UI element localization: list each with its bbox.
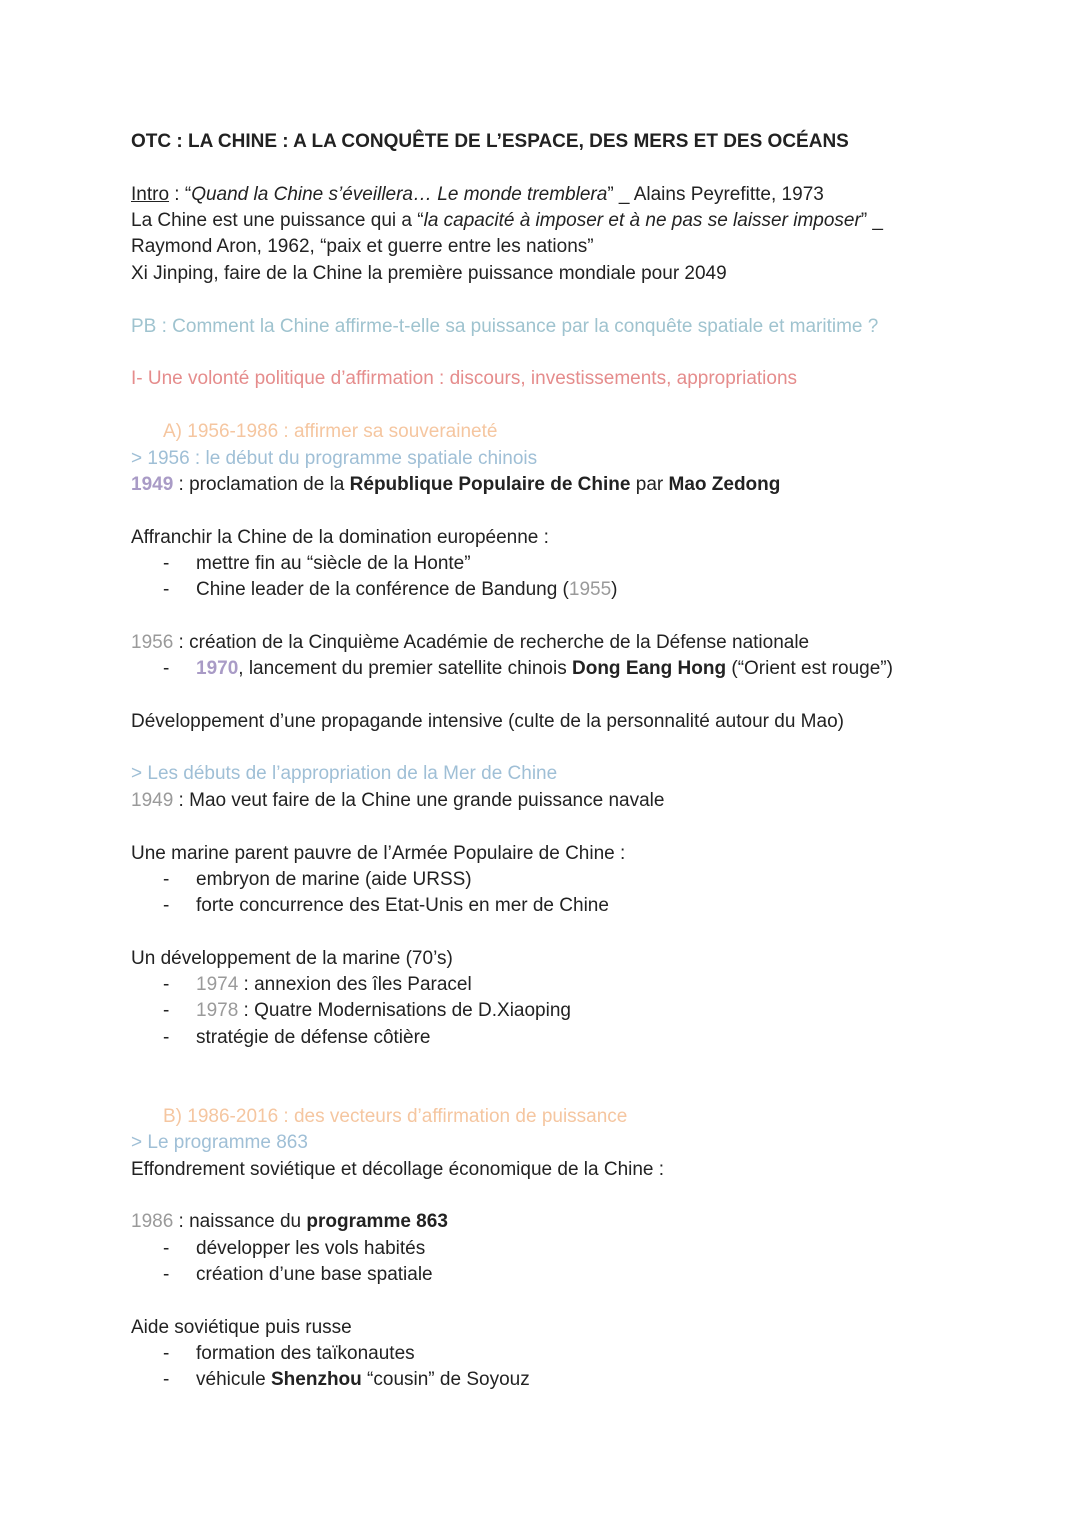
text-fragment: : Mao veut faire de la Chine une grande puissance navale bbox=[173, 790, 665, 811]
affranchir-heading: Affranchir la Chine de la domination européenne : bbox=[131, 527, 549, 548]
rpc-bold: République Populaire de Chine bbox=[349, 474, 631, 495]
year-1970: 1970 bbox=[196, 658, 239, 679]
text-fragment: “cousin” de Soyouz bbox=[361, 1369, 530, 1390]
intro-line-4: Xi Jinping, faire de la Chine la première puissance mondiale pour 2049 bbox=[131, 263, 727, 284]
intro-l2-a: La Chine est une puissance qui a “ bbox=[131, 210, 424, 231]
line-1986-programme bbox=[131, 1209, 448, 1235]
intro-line-3: Raymond Aron, 1962, “paix et guerre entre les nations” bbox=[131, 236, 594, 257]
line-1949-proclamation bbox=[131, 472, 780, 498]
subsection-a2-heading: > Les débuts de l’appropriation de la Mer de Chine bbox=[131, 763, 558, 784]
dash-bullet: - bbox=[163, 1264, 170, 1285]
text-fragment: : naissance du bbox=[173, 1211, 307, 1232]
dash-bullet: - bbox=[163, 1000, 170, 1021]
dash-bullet: - bbox=[163, 1343, 170, 1364]
section-b-heading: B) 1986-2016 : des vecteurs d’affirmation de puissance bbox=[163, 1106, 628, 1127]
list-item-text: formation des taïkonautes bbox=[196, 1343, 415, 1364]
developpement-heading: Un développement de la marine (70’s) bbox=[131, 948, 453, 969]
effondrement-line: Effondrement soviétique et décollage économique de la Chine : bbox=[131, 1159, 665, 1180]
list-item-text: embryon de marine (aide URSS) bbox=[196, 869, 472, 890]
text-fragment: : Quatre Modernisations de D.Xiaoping bbox=[238, 1000, 571, 1021]
list-item-text bbox=[196, 1367, 530, 1393]
list-item-text: stratégie de défense côtière bbox=[196, 1027, 431, 1048]
document-title: OTC : LA CHINE : A LA CONQUÊTE DE L’ESPACE, DES MERS ET DES OCÉANS bbox=[131, 131, 849, 152]
dash-bullet: - bbox=[163, 1369, 170, 1390]
dash-bullet: - bbox=[163, 658, 170, 679]
year-1949: 1949 bbox=[131, 790, 174, 811]
dash-bullet: - bbox=[163, 869, 170, 890]
part-1-heading: I- Une volonté politique d’affirmation : discours, investissements, appropriations bbox=[131, 368, 798, 389]
intro-l2-b: ” _ bbox=[860, 210, 883, 231]
list-item-text bbox=[196, 577, 617, 603]
text-fragment: (“Orient est rouge”) bbox=[726, 658, 893, 679]
list-item-text: mettre fin au “siècle de la Honte” bbox=[196, 553, 471, 574]
text-fragment: : annexion des îles Paracel bbox=[238, 974, 472, 995]
dash-bullet: - bbox=[163, 579, 170, 600]
satellite-name-bold: Dong Eang Hong bbox=[572, 658, 727, 679]
text-fragment: véhicule bbox=[196, 1369, 271, 1390]
text-fragment: , lancement du premier satellite chinois bbox=[238, 658, 572, 679]
propagande-line: Développement d’une propagande intensive (culte de la personnalité autour du Mao) bbox=[131, 711, 844, 732]
section-a-heading: A) 1956-1986 : affirmer sa souveraineté bbox=[163, 421, 498, 442]
intro-l2-quote: la capacité à imposer et à ne pas se laisser imposer bbox=[423, 210, 861, 231]
dash-bullet: - bbox=[163, 553, 170, 574]
shenzhou-bold: Shenzhou bbox=[271, 1369, 362, 1390]
marine-heading: Une marine parent pauvre de l’Armée Populaire de Chine : bbox=[131, 843, 626, 864]
line-1949-navale bbox=[131, 788, 664, 814]
programme-863-bold: programme 863 bbox=[306, 1211, 448, 1232]
text-fragment: : proclamation de la bbox=[173, 474, 350, 495]
text-fragment: ) bbox=[611, 579, 618, 600]
dash-bullet: - bbox=[163, 1238, 170, 1259]
year-1978: 1978 bbox=[196, 1000, 239, 1021]
year-1974: 1974 bbox=[196, 974, 239, 995]
subsection-b1-heading: > Le programme 863 bbox=[131, 1132, 308, 1153]
list-item-text: création d’une base spatiale bbox=[196, 1264, 433, 1285]
year-1986: 1986 bbox=[131, 1211, 174, 1232]
list-item-text: développer les vols habités bbox=[196, 1238, 426, 1259]
intro-line-1 bbox=[131, 182, 824, 208]
dash-bullet: - bbox=[163, 895, 170, 916]
aide-heading: Aide soviétique puis russe bbox=[131, 1317, 352, 1338]
subsection-a1-heading: > 1956 : le début du programme spatiale chinois bbox=[131, 448, 538, 469]
text-fragment: : création de la Cinquième Académie de recherche de la Défense nationale bbox=[173, 632, 810, 653]
intro-quote: Quand la Chine s’éveillera… Le monde tremblera bbox=[191, 184, 608, 205]
dash-bullet: - bbox=[163, 974, 170, 995]
text-fragment: Chine leader de la conférence de Bandung ( bbox=[196, 579, 569, 600]
list-item-text bbox=[196, 656, 893, 682]
line-1956-academie bbox=[131, 630, 809, 656]
text-fragment: par bbox=[630, 474, 669, 495]
intro-label: Intro bbox=[131, 184, 170, 205]
year-1949: 1949 bbox=[131, 474, 174, 495]
list-item-text bbox=[196, 972, 472, 998]
mao-bold: Mao Zedong bbox=[668, 474, 781, 495]
intro-line-2 bbox=[131, 208, 883, 234]
list-item-text: forte concurrence des Etat-Unis en mer de Chine bbox=[196, 895, 609, 916]
dash-bullet: - bbox=[163, 1027, 170, 1048]
intro-author: ” _ Alains Peyrefitte, 1973 bbox=[607, 184, 824, 205]
year-1956: 1956 bbox=[131, 632, 174, 653]
intro-sep: : “ bbox=[169, 184, 192, 205]
list-item-text bbox=[196, 998, 571, 1024]
problematique: PB : Comment la Chine affirme-t-elle sa puissance par la conquête spatiale et maritime ? bbox=[131, 316, 879, 337]
year-1955: 1955 bbox=[568, 579, 612, 600]
